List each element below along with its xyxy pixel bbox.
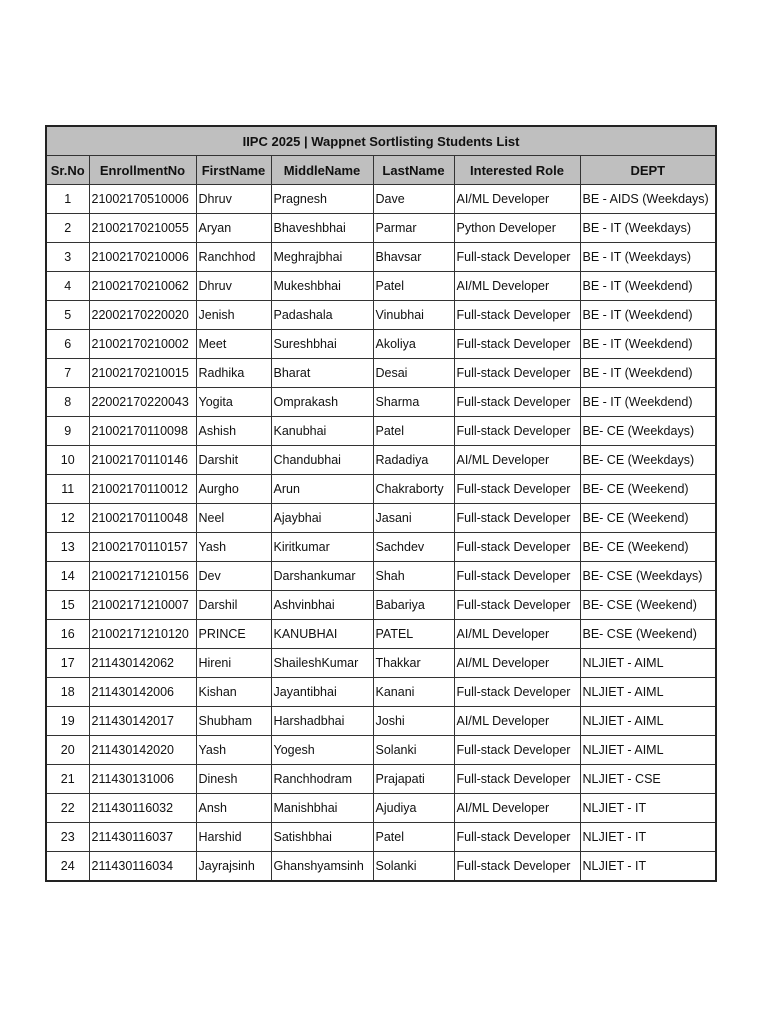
sr-no-cell: 14 xyxy=(46,562,89,591)
sr-no-cell: 9 xyxy=(46,417,89,446)
interested-role-cell: Full-stack Developer xyxy=(454,243,580,272)
first-name-cell: Jayrajsinh xyxy=(196,852,271,882)
interested-role-cell: AI/ML Developer xyxy=(454,649,580,678)
table-row xyxy=(46,330,716,359)
enrollment-no-cell: 21002170110098 xyxy=(89,417,196,446)
middle-name-cell: Ranchhodram xyxy=(271,765,373,794)
sr-no-cell: 4 xyxy=(46,272,89,301)
interested-role-cell: Full-stack Developer xyxy=(454,330,580,359)
dept-cell: BE- CSE (Weekend) xyxy=(580,591,716,620)
sr-no-cell: 16 xyxy=(46,620,89,649)
middle-name-cell: Yogesh xyxy=(271,736,373,765)
table-row xyxy=(46,736,716,765)
dept-cell: NLJIET - IT xyxy=(580,823,716,852)
interested-role-cell: AI/ML Developer xyxy=(454,794,580,823)
first-name-cell: Yogita xyxy=(196,388,271,417)
last-name-cell: Babariya xyxy=(373,591,454,620)
table-row xyxy=(46,417,716,446)
middle-name-cell: Satishbhai xyxy=(271,823,373,852)
last-name-cell: Thakkar xyxy=(373,649,454,678)
students-table xyxy=(45,125,717,882)
enrollment-no-cell: 21002170510006 xyxy=(89,185,196,214)
first-name-cell: Ranchhod xyxy=(196,243,271,272)
last-name-cell: Solanki xyxy=(373,736,454,765)
last-name-cell: Jasani xyxy=(373,504,454,533)
dept-cell: BE - IT (Weekdays) xyxy=(580,243,716,272)
middle-name-cell: Pragnesh xyxy=(271,185,373,214)
table-row xyxy=(46,388,716,417)
dept-cell: NLJIET - AIML xyxy=(580,707,716,736)
first-name-cell: Harshid xyxy=(196,823,271,852)
middle-name-cell: Kiritkumar xyxy=(271,533,373,562)
sr-no-cell: 2 xyxy=(46,214,89,243)
last-name-cell: Akoliya xyxy=(373,330,454,359)
dept-cell: BE - AIDS (Weekdays) xyxy=(580,185,716,214)
interested-role-cell: Python Developer xyxy=(454,214,580,243)
dept-cell: BE- CE (Weekend) xyxy=(580,533,716,562)
enrollment-no-cell: 22002170220020 xyxy=(89,301,196,330)
dept-cell: NLJIET - IT xyxy=(580,794,716,823)
table-row xyxy=(46,765,716,794)
table-row xyxy=(46,504,716,533)
middle-name-cell: Sureshbhai xyxy=(271,330,373,359)
table-row xyxy=(46,214,716,243)
enrollment-no-cell: 211430142017 xyxy=(89,707,196,736)
enrollment-no-cell: 211430116032 xyxy=(89,794,196,823)
sr-no-cell: 17 xyxy=(46,649,89,678)
first-name-cell: Shubham xyxy=(196,707,271,736)
table-body xyxy=(46,185,716,882)
table-row xyxy=(46,446,716,475)
enrollment-no-cell: 21002170210015 xyxy=(89,359,196,388)
dept-cell: BE - IT (Weekdend) xyxy=(580,301,716,330)
sr-no-cell: 6 xyxy=(46,330,89,359)
table-row xyxy=(46,243,716,272)
dept-cell: BE - IT (Weekdend) xyxy=(580,388,716,417)
interested-role-cell: Full-stack Developer xyxy=(454,504,580,533)
enrollment-no-cell: 21002170210002 xyxy=(89,330,196,359)
table-row xyxy=(46,852,716,882)
middle-name-cell: Chandubhai xyxy=(271,446,373,475)
middle-name-cell: Ashvinbhai xyxy=(271,591,373,620)
interested-role-cell: Full-stack Developer xyxy=(454,852,580,882)
interested-role-cell: Full-stack Developer xyxy=(454,823,580,852)
middle-name-cell: Jayantibhai xyxy=(271,678,373,707)
dept-cell: BE- CSE (Weekdays) xyxy=(580,562,716,591)
first-name-cell: PRINCE xyxy=(196,620,271,649)
interested-role-cell: Full-stack Developer xyxy=(454,562,580,591)
last-name-cell: Bhavsar xyxy=(373,243,454,272)
table-row xyxy=(46,823,716,852)
enrollment-no-cell: 21002171210156 xyxy=(89,562,196,591)
table-row xyxy=(46,707,716,736)
interested-role-cell: AI/ML Developer xyxy=(454,185,580,214)
enrollment-no-cell: 21002170110157 xyxy=(89,533,196,562)
enrollment-no-cell: 21002170110012 xyxy=(89,475,196,504)
last-name-cell: Desai xyxy=(373,359,454,388)
middle-name-cell: Omprakash xyxy=(271,388,373,417)
enrollment-no-cell: 211430131006 xyxy=(89,765,196,794)
dept-cell: NLJIET - CSE xyxy=(580,765,716,794)
interested-role-cell: Full-stack Developer xyxy=(454,591,580,620)
middle-name-cell: Darshankumar xyxy=(271,562,373,591)
interested-role-cell: AI/ML Developer xyxy=(454,620,580,649)
middle-name-cell: ShaileshKumar xyxy=(271,649,373,678)
first-name-cell: Ashish xyxy=(196,417,271,446)
middle-name-cell: Bhaveshbhai xyxy=(271,214,373,243)
sr-no-cell: 1 xyxy=(46,185,89,214)
sr-no-cell: 10 xyxy=(46,446,89,475)
last-name-cell: Joshi xyxy=(373,707,454,736)
middle-name-cell: KANUBHAI xyxy=(271,620,373,649)
interested-role-cell: Full-stack Developer xyxy=(454,417,580,446)
table-row xyxy=(46,794,716,823)
last-name-cell: Patel xyxy=(373,417,454,446)
middle-name-cell: Mukeshbhai xyxy=(271,272,373,301)
first-name-cell: Dinesh xyxy=(196,765,271,794)
interested-role-cell: AI/ML Developer xyxy=(454,446,580,475)
dept-cell: NLJIET - IT xyxy=(580,852,716,882)
last-name-cell: Patel xyxy=(373,272,454,301)
last-name-cell: Vinubhai xyxy=(373,301,454,330)
last-name-cell: Kanani xyxy=(373,678,454,707)
interested-role-cell: Full-stack Developer xyxy=(454,533,580,562)
last-name-cell: Chakraborty xyxy=(373,475,454,504)
enrollment-no-cell: 21002170210062 xyxy=(89,272,196,301)
last-name-cell: Solanki xyxy=(373,852,454,882)
first-name-cell: Darshil xyxy=(196,591,271,620)
header-enrollment-no: EnrollmentNo xyxy=(89,156,196,185)
header-dept: DEPT xyxy=(580,156,716,185)
first-name-cell: Darshit xyxy=(196,446,271,475)
header-sr-no: Sr.No xyxy=(46,156,89,185)
sr-no-cell: 7 xyxy=(46,359,89,388)
interested-role-cell: AI/ML Developer xyxy=(454,272,580,301)
middle-name-cell: Ghanshyamsinh xyxy=(271,852,373,882)
sr-no-cell: 23 xyxy=(46,823,89,852)
last-name-cell: Dave xyxy=(373,185,454,214)
middle-name-cell: Kanubhai xyxy=(271,417,373,446)
last-name-cell: Sharma xyxy=(373,388,454,417)
last-name-cell: Sachdev xyxy=(373,533,454,562)
middle-name-cell: Meghrajbhai xyxy=(271,243,373,272)
sr-no-cell: 19 xyxy=(46,707,89,736)
first-name-cell: Radhika xyxy=(196,359,271,388)
dept-cell: BE- CE (Weekdays) xyxy=(580,446,716,475)
sr-no-cell: 5 xyxy=(46,301,89,330)
middle-name-cell: Bharat xyxy=(271,359,373,388)
last-name-cell: Ajudiya xyxy=(373,794,454,823)
sr-no-cell: 18 xyxy=(46,678,89,707)
table-row xyxy=(46,359,716,388)
middle-name-cell: Harshadbhai xyxy=(271,707,373,736)
first-name-cell: Meet xyxy=(196,330,271,359)
sr-no-cell: 20 xyxy=(46,736,89,765)
middle-name-cell: Arun xyxy=(271,475,373,504)
enrollment-no-cell: 211430142006 xyxy=(89,678,196,707)
first-name-cell: Dev xyxy=(196,562,271,591)
interested-role-cell: Full-stack Developer xyxy=(454,475,580,504)
dept-cell: BE- CSE (Weekend) xyxy=(580,620,716,649)
dept-cell: NLJIET - AIML xyxy=(580,678,716,707)
dept-cell: BE - IT (Weekdend) xyxy=(580,359,716,388)
header-interested-role: Interested Role xyxy=(454,156,580,185)
table-row xyxy=(46,649,716,678)
first-name-cell: Kishan xyxy=(196,678,271,707)
header-first-name: FirstName xyxy=(196,156,271,185)
table-row xyxy=(46,678,716,707)
header-last-name: LastName xyxy=(373,156,454,185)
middle-name-cell: Manishbhai xyxy=(271,794,373,823)
first-name-cell: Dhruv xyxy=(196,272,271,301)
sr-no-cell: 15 xyxy=(46,591,89,620)
table-row xyxy=(46,620,716,649)
enrollment-no-cell: 21002171210007 xyxy=(89,591,196,620)
enrollment-no-cell: 21002171210120 xyxy=(89,620,196,649)
enrollment-no-cell: 211430116034 xyxy=(89,852,196,882)
dept-cell: BE- CE (Weekend) xyxy=(580,504,716,533)
interested-role-cell: AI/ML Developer xyxy=(454,707,580,736)
enrollment-no-cell: 21002170210006 xyxy=(89,243,196,272)
table-row xyxy=(46,185,716,214)
sr-no-cell: 11 xyxy=(46,475,89,504)
table-row xyxy=(46,533,716,562)
first-name-cell: Neel xyxy=(196,504,271,533)
interested-role-cell: Full-stack Developer xyxy=(454,765,580,794)
sr-no-cell: 13 xyxy=(46,533,89,562)
enrollment-no-cell: 211430116037 xyxy=(89,823,196,852)
interested-role-cell: Full-stack Developer xyxy=(454,301,580,330)
header-row xyxy=(46,156,716,185)
last-name-cell: PATEL xyxy=(373,620,454,649)
table-row xyxy=(46,272,716,301)
enrollment-no-cell: 211430142020 xyxy=(89,736,196,765)
enrollment-no-cell: 21002170110146 xyxy=(89,446,196,475)
sr-no-cell: 3 xyxy=(46,243,89,272)
dept-cell: NLJIET - AIML xyxy=(580,736,716,765)
sr-no-cell: 22 xyxy=(46,794,89,823)
sr-no-cell: 12 xyxy=(46,504,89,533)
enrollment-no-cell: 211430142062 xyxy=(89,649,196,678)
interested-role-cell: Full-stack Developer xyxy=(454,678,580,707)
header-middle-name: MiddleName xyxy=(271,156,373,185)
enrollment-no-cell: 22002170220043 xyxy=(89,388,196,417)
dept-cell: BE - IT (Weekdend) xyxy=(580,330,716,359)
interested-role-cell: Full-stack Developer xyxy=(454,736,580,765)
first-name-cell: Yash xyxy=(196,533,271,562)
title-row xyxy=(46,126,716,156)
first-name-cell: Ansh xyxy=(196,794,271,823)
enrollment-no-cell: 21002170210055 xyxy=(89,214,196,243)
dept-cell: BE- CE (Weekend) xyxy=(580,475,716,504)
table-row xyxy=(46,562,716,591)
interested-role-cell: Full-stack Developer xyxy=(454,359,580,388)
sr-no-cell: 21 xyxy=(46,765,89,794)
last-name-cell: Patel xyxy=(373,823,454,852)
last-name-cell: Parmar xyxy=(373,214,454,243)
first-name-cell: Dhruv xyxy=(196,185,271,214)
table-row xyxy=(46,301,716,330)
table-row xyxy=(46,475,716,504)
dept-cell: BE - IT (Weekdays) xyxy=(580,214,716,243)
middle-name-cell: Padashala xyxy=(271,301,373,330)
last-name-cell: Shah xyxy=(373,562,454,591)
interested-role-cell: Full-stack Developer xyxy=(454,388,580,417)
first-name-cell: Hireni xyxy=(196,649,271,678)
middle-name-cell: Ajaybhai xyxy=(271,504,373,533)
dept-cell: BE- CE (Weekdays) xyxy=(580,417,716,446)
first-name-cell: Aryan xyxy=(196,214,271,243)
first-name-cell: Jenish xyxy=(196,301,271,330)
dept-cell: BE - IT (Weekdend) xyxy=(580,272,716,301)
last-name-cell: Prajapati xyxy=(373,765,454,794)
sr-no-cell: 8 xyxy=(46,388,89,417)
table-row xyxy=(46,591,716,620)
table-title: IIPC 2025 | Wappnet Sortlisting Students List xyxy=(46,126,716,156)
dept-cell: NLJIET - AIML xyxy=(580,649,716,678)
first-name-cell: Yash xyxy=(196,736,271,765)
enrollment-no-cell: 21002170110048 xyxy=(89,504,196,533)
sr-no-cell: 24 xyxy=(46,852,89,882)
first-name-cell: Aurgho xyxy=(196,475,271,504)
last-name-cell: Radadiya xyxy=(373,446,454,475)
